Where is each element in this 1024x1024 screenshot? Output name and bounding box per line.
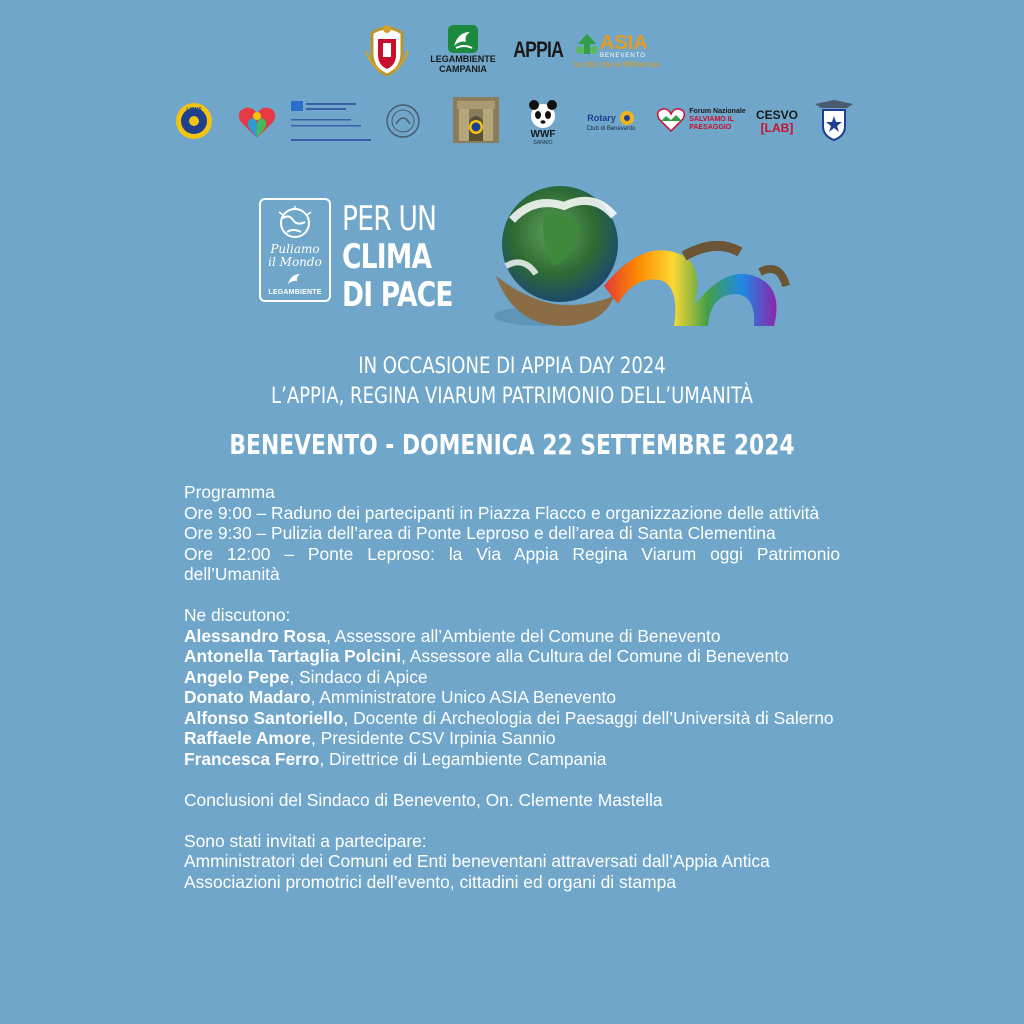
circle-emblem-icon <box>384 102 422 140</box>
program-body <box>184 482 840 892</box>
legambiente-campania-logo <box>422 20 504 78</box>
speaker-role: , Sindaco di Apice <box>289 666 428 687</box>
sponsor-logos-row-1 <box>0 18 1024 82</box>
colorful-heart-icon <box>235 102 279 142</box>
speaker-item <box>184 708 840 729</box>
speaker-role: , Assessore alla Cultura del Comune di Benevento <box>401 646 789 666</box>
conclusions-text: Conclusioni del Sindaco di Benevento, On. Clemente Mastella <box>184 789 663 810</box>
legambiente-swan-icon <box>446 24 480 54</box>
city-crest-icon <box>362 22 412 78</box>
program-item: Ore 9:00 – Raduno dei partecipanti in Piazza Flacco e organizzazione delle attività <box>184 502 820 523</box>
rotary-club-logo: Rotary Club di Benevento <box>576 106 646 136</box>
cesvo-lab-logo: CESVO [LAB] <box>755 108 798 135</box>
occasion-text <box>92 352 932 412</box>
speakers-heading: Ne discutono: <box>184 605 291 625</box>
speaker-role: , Presidente CSV Irpinia Sannio <box>310 728 556 748</box>
speaker-name: Alessandro Rosa <box>184 625 327 646</box>
speaker-item <box>184 626 840 647</box>
invited-item: Amministratori dei Comuni ed Enti beneventani attraversati dall’Appia Antica <box>184 851 770 871</box>
invited-item: Associazioni promotrici dell’evento, cittadini ed organi di stampa <box>184 871 677 892</box>
occasion-line-2: L’APPIA, REGINA VIARUM PATRIMONIO DELL’UMANITÀ <box>271 384 753 409</box>
association-text-logo <box>290 98 372 144</box>
speaker-name: Raffaele Amore <box>184 728 311 748</box>
puliamo-il-mondo-badge: Puliamo il Mondo LEGAMBIENTE <box>259 198 331 302</box>
recycle-tree-icon <box>574 32 600 56</box>
star-shield-icon <box>813 98 855 142</box>
appia-logo: APPIA <box>513 37 563 62</box>
landscape-heart-icon <box>656 107 686 133</box>
speaker-item <box>184 667 840 688</box>
program-item: Ore 9:30 – Pulizia dell’area di Ponte Leproso e dell’area di Santa Clementina <box>184 523 776 543</box>
asia-benevento-logo: ASIA BENEVENTO la città che si differenzia <box>574 32 660 69</box>
legambiente-swan-icon <box>286 272 304 286</box>
svg-text:LIONS: LIONS <box>186 107 202 113</box>
wwf-sannio-logo: WWF SANNIO <box>520 92 566 152</box>
circular-association-logo <box>382 100 424 142</box>
speaker-item <box>184 749 840 770</box>
lions-emblem-icon <box>172 101 216 141</box>
speaker-name: Francesca Ferro <box>184 748 320 769</box>
lions-club-logo <box>168 98 220 144</box>
speaker-item <box>184 646 840 667</box>
invited-heading: Sono stati invitati a partecipare: <box>184 830 427 851</box>
sponsor-logos-row-2 <box>0 92 1024 152</box>
speaker-role: , Amministratore Unico ASIA Benevento <box>310 687 617 707</box>
headline: PER UN CLIMA DI PACE <box>342 199 453 315</box>
speaker-role: , Direttrice di Legambiente Campania <box>319 748 607 769</box>
program-item: Ore 12:00 – Ponte Leproso: la Via Appia Regina Viarum oggi Patrimonio dell’Umanità <box>184 543 840 584</box>
globe-sketch-icon <box>275 206 315 240</box>
speaker-name: Alfonso Santoriello <box>184 707 344 728</box>
speaker-name: Antonella Tartaglia Polcini <box>184 646 402 666</box>
legambiente-campania-text: LEGAMBIENTE CAMPANIA <box>430 54 496 74</box>
globe-rainbow-illustration <box>484 176 800 334</box>
hearts-association-logo <box>233 100 281 144</box>
panda-icon <box>526 99 560 129</box>
speaker-name: Angelo Pepe <box>184 666 290 687</box>
arch-lions-logo <box>450 94 502 146</box>
arch-monument-icon <box>451 95 501 145</box>
cai-club-logo <box>812 96 856 144</box>
salviamo-il-paesaggio-logo: Forum Nazionale SALVIAMO IL PAESAGGIO <box>656 102 746 138</box>
event-date-heading: BENEVENTO - DOMENICA 22 SETTEMBRE 2024 <box>229 428 795 461</box>
speaker-item <box>184 687 840 708</box>
speaker-role: , Docente di Archeologia dei Paesaggi dell’Università di Salerno <box>343 707 834 728</box>
speaker-role: , Assessore all’Ambiente del Comune di Benevento <box>326 625 721 646</box>
program-heading: Programma <box>184 482 275 502</box>
rotary-wheel-icon <box>619 110 635 126</box>
speaker-name: Donato Madaro <box>184 687 311 707</box>
occasion-line-1: IN OCCASIONE DI APPIA DAY 2024 <box>358 354 666 379</box>
speaker-item <box>184 728 840 749</box>
